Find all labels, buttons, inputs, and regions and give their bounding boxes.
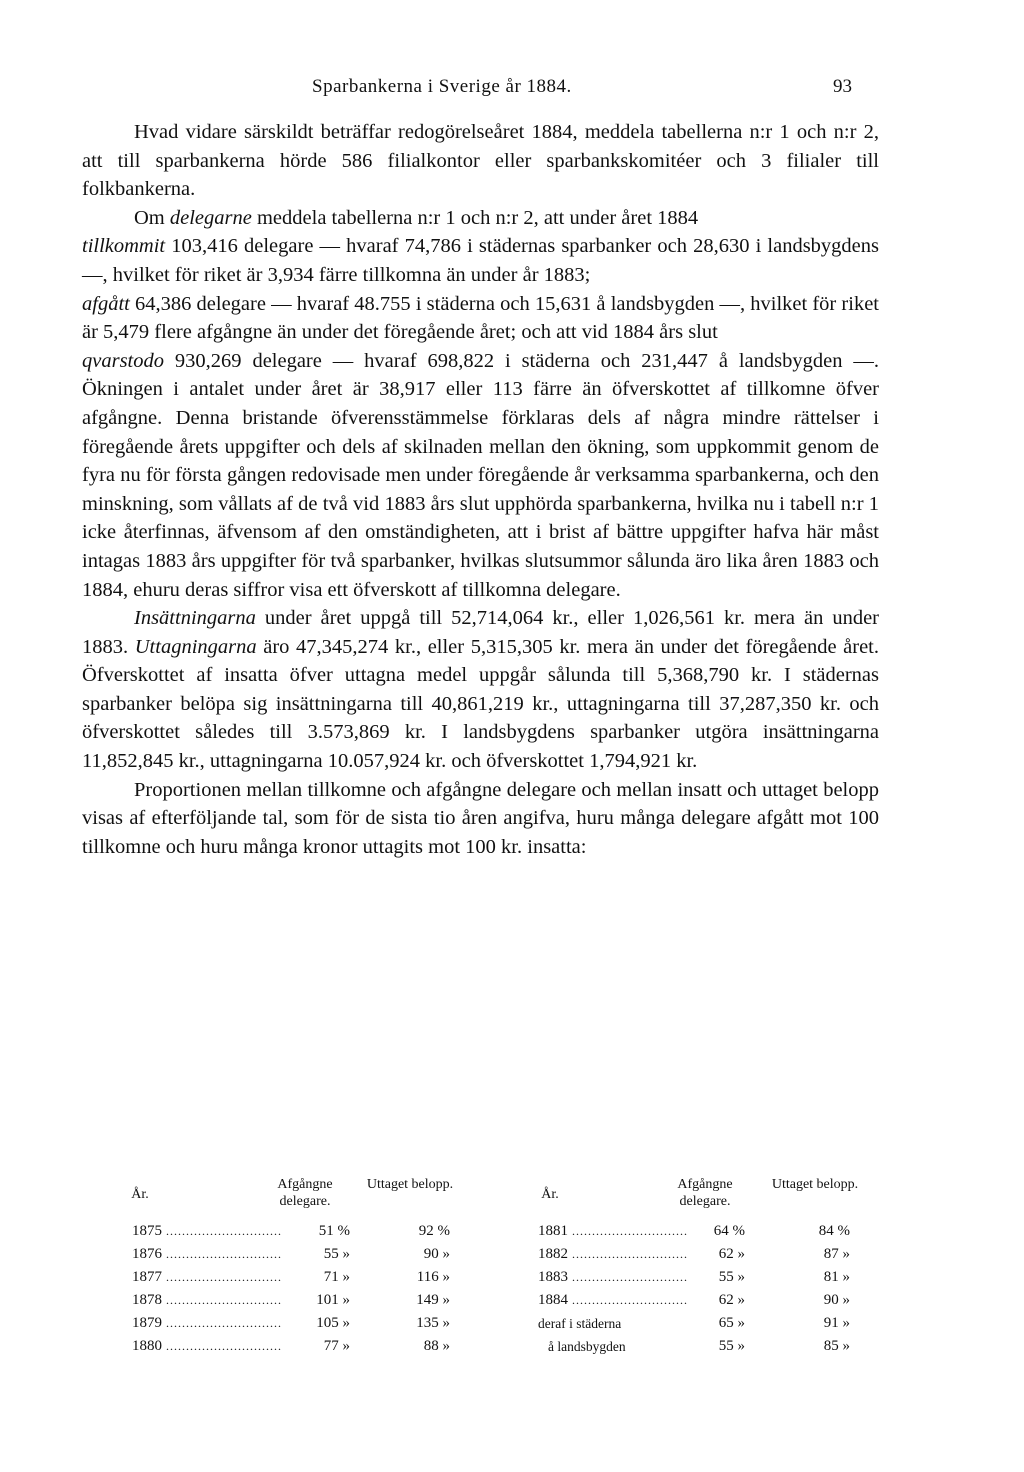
table-row-uttaget: 88 » [423,1338,450,1354]
table-row-afgangne: 65 » [718,1315,745,1331]
paragraph [82,604,879,776]
text-run: 930,269 delegare — hvaraf 698,822 i städerna och 231,447 å landsbygden —. Ökningen i antalet under året är 38,917 eller 113 färre än öfverskottet af tillkomne öfver afgångne. Denna bristande öfverensstämmelse förklaras dels af några mindre rättelser i föregående årets uppgifter och dels af skilnaden mellan den ökning, som uppkommit genom de fyra nu för första gången redovisade men under föregående år verksamma sparbankerna, och den minskning, som vållats af de två vid 1883 års slut upphörda sparbankerna, hvilka nu i tabell n:r 1 icke återfinnas, äfvensom af den omständigheten, att i brist af bättre uppgifter hafva här måst intagas 1883 års uppgifter för två sparbanker, hvilkas slutsummor sålunda äro lika åren 1883 och 1884, ehuru deras siffror visa ett öfverskott af tillkomna delegare. [82,349,879,601]
table-row-afgangne: 105 » [316,1315,350,1331]
table-row-uttaget: 92 % [418,1223,450,1239]
italic-term: qvarstodo [82,349,164,372]
body-text [82,118,879,861]
table-row-uttaget: 149 » [416,1292,450,1308]
ratio-table [120,1172,880,1382]
table-row-afgangne: 62 » [718,1292,745,1308]
paragraph [82,776,879,862]
table-row-year: 1878 ..... [132,1289,282,1312]
paragraph [82,290,879,347]
header-afgangne-right: Afgångne delegare. [677,1177,733,1209]
table-row-year: 1875 ..... [132,1220,282,1243]
paragraph [82,347,879,604]
table-row-uttaget: 85 » [823,1338,850,1354]
table-row-uttaget: 90 » [823,1292,850,1308]
table-row-uttaget: 84 % [818,1223,850,1239]
table-row-year: 1881 ..... [538,1220,688,1243]
table-row-year: 1876 ..... [132,1243,282,1266]
table-row-afgangne: 62 » [718,1246,745,1262]
paragraph [82,204,879,233]
table-row-year: 1877 ..... [132,1266,282,1289]
header-afgangne-left: Afgångne delegare. [277,1177,333,1209]
table-subrow-label: deraf i städerna [538,1316,622,1331]
header-uttaget-right: Uttaget belopp. [771,1177,859,1192]
table-row-afgangne: 77 » [323,1338,350,1354]
table-row-year: 1884 ..... [538,1289,688,1312]
text-run: Hvad vidare särskildt beträffar redogörelseåret 1884, meddela tabellerna n:r 1 och n:r 2, att till sparbankerna hörde 586 filialkontor eller sparbankskomitéer och 3 filialer till folkbankerna. [82,121,879,201]
table-row-year: 1880 ..... [132,1335,282,1358]
header-year-right: År. [541,1187,559,1202]
table-row-afgangne: 71 » [323,1269,350,1285]
italic-term: delegarne [169,206,252,229]
header-uttaget-left: Uttaget belopp. [366,1177,454,1192]
italic-term: tillkommit [82,235,166,258]
text-run: 103,416 delegare — hvaraf 74,786 i städernas sparbanker och 28,630 i landsbygdens —, hvilket för riket är 3,934 färre tillkomna än under år 1883; [82,235,879,286]
paragraph [82,232,879,289]
text-run: Proportionen mellan tillkomne och afgångne delegare och mellan insatt och uttaget belopp visas af efterföljande tal, som för de sista tio åren angifva, huru många delegare afgått mot 100 tillkomne och huru många kronor uttagits mot 100 kr. insatta: [82,778,879,858]
header-year-left: År. [131,1187,149,1202]
italic-term: afgått [82,292,130,315]
table-row-uttaget: 87 » [823,1246,850,1262]
text-run: 64,386 delegare — hvaraf 48.755 i städerna och 15,631 å landsbygden —, hvilket för riket är 5,479 flere afgångne än under det föregående året; och att vid 1884 års slut [82,292,879,344]
table-row-uttaget: 90 » [423,1246,450,1262]
table-row-year: 1883 ..... [538,1266,688,1289]
table-row-afgangne: 55 » [718,1338,745,1354]
table-row-uttaget: 81 » [823,1269,850,1285]
paragraph [82,118,879,204]
table-row-uttaget: 91 » [823,1315,850,1331]
table-row-afgangne: 51 % [318,1223,350,1239]
text-run: under året uppgå till 52,714,064 kr., eller 1,026,561 kr. mera än under 1883. [82,607,879,658]
table-row-afgangne: 101 » [316,1292,350,1308]
table-row-year: 1882 ..... [538,1243,688,1266]
table-row-year: 1879 ..... [132,1312,282,1335]
running-header [312,76,852,102]
text-run: äro 47,345,274 kr., eller 5,315,305 kr. mera än under det föregående året. Öfverskottet af insatta öfver uttagna medel uppgår sålunda till 5,368,790 kr. I städernas sparbanker belöpa sig insättningarna till 40,861,219 kr., uttagningarna till 37,287,350 kr. och öfverskottet således till 3.573,869 kr. I landsbygdens sparbanker utgöra insättningarna 11,852,845 kr., uttagningarna 10.057,924 kr. och öfverskottet 1,794,921 kr. [82,635,880,773]
italic-term: Uttagningarna [134,635,257,658]
table-row-afgangne: 55 » [718,1269,745,1285]
italic-term: Insättningarna [134,607,256,630]
text-run: meddela tabellerna n:r 1 och n:r 2, att under året 1884 [251,206,699,229]
page-number: 93 [833,76,852,97]
table-row-uttaget: 116 » [416,1269,450,1285]
table-subrow-label: å landsbygden [548,1339,626,1354]
running-title: Sparbankerna i Sverige år 1884. [312,76,572,97]
table-row-afgangne: 55 » [323,1246,350,1262]
text-run: Om [134,206,170,229]
table-row-uttaget: 135 » [416,1315,450,1331]
table-row-afgangne: 64 % [713,1223,745,1239]
